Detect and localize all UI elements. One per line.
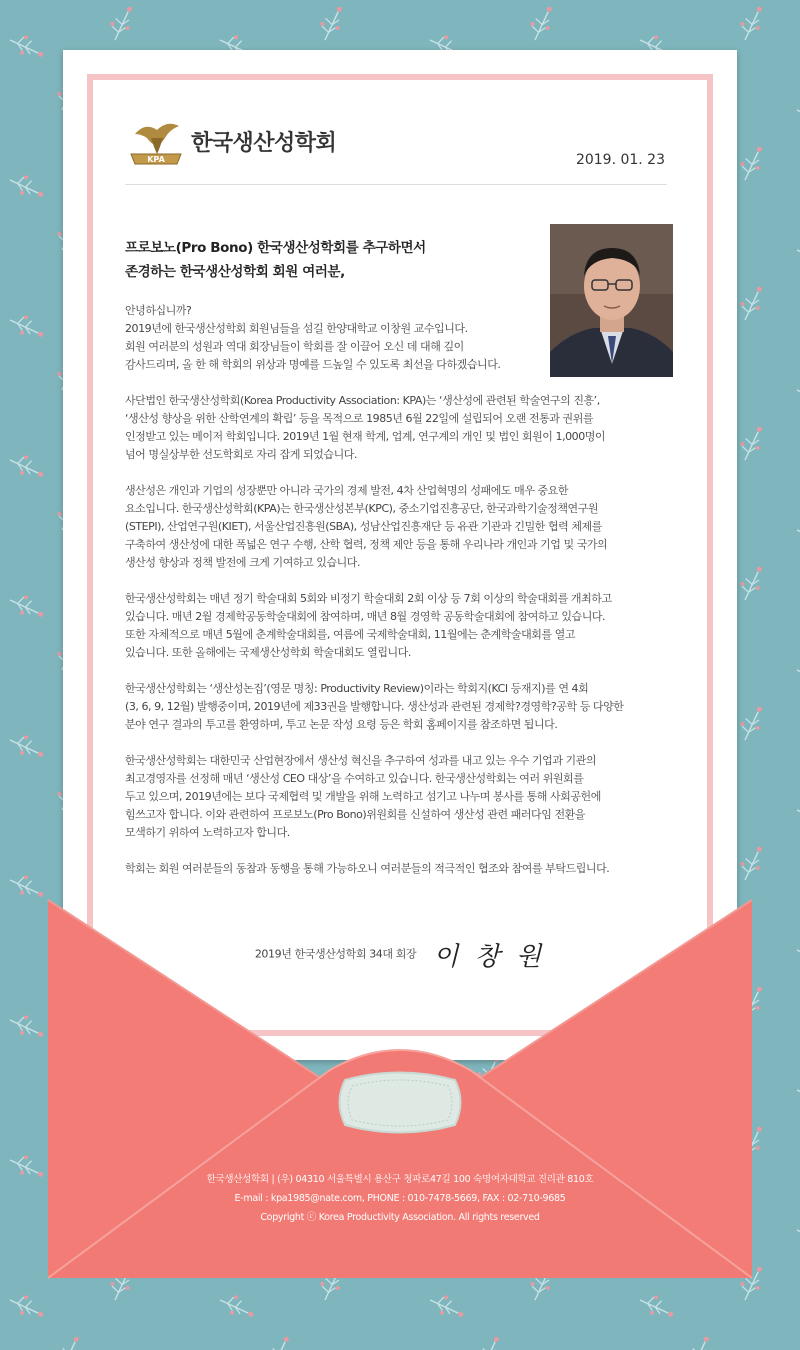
paragraph-line: 인정받고 있는 메이저 학회입니다. 2019년 1월 현재 학계, 업계, 연구계의 개인 및 법인 회원이 1,000명이: [125, 430, 606, 443]
paragraph-line: 안녕하십니까?: [125, 304, 192, 317]
paragraph-line: 사단법인 한국생산성학회(Korea Productivity Association: KPA)는 ‘생산성에 관련된 학술연구의 진흥’,: [125, 394, 600, 407]
eagle-emblem-icon: [127, 120, 185, 168]
paragraph-line: 있습니다. 매년 2월 경제학공동학술대회에 참여하며, 매년 8월 경영학 공동학술대회에 참여하고 있습니다.: [125, 610, 606, 623]
footer-copyright: Copyright ⓒ Korea Productivity Association. All rights reserved: [260, 1212, 540, 1223]
paragraph-line: 또한 자체적으로 매년 5월에 춘계학술대회를, 여름에 국제학술대회, 11월에는 춘계학술대회를 열고: [125, 628, 576, 641]
paragraph-line: 힘쓰고자 합니다. 이와 관련하여 프로보노(Pro Bono)위원회를 신설하여 생산성 관련 패러다임 전환을: [125, 808, 585, 821]
heading-line-1: 프로보노(Pro Bono) 한국생산성학회를 추구하면서: [125, 240, 426, 256]
letter-body: [125, 302, 685, 896]
paragraph-line: 생산성 향상과 정책 발전에 크게 기여하고 있습니다.: [125, 556, 361, 569]
org-name: 한국생산성학회: [191, 131, 337, 156]
paragraph-line: 최고경영자를 선정해 매년 ‘생산성 CEO 대상’을 수여하고 있습니다. 한국생산성학회는 여러 위원회를: [125, 772, 584, 785]
paragraph-line: 넘어 명실상부한 선도학회로 자리 잡게 되었습니다.: [125, 448, 357, 461]
footer-address: 한국생산성학회 | (우) 04310 서울특별시 용산구 청파로47길 100 숙명여자대학교 진리관 810호: [206, 1174, 594, 1185]
envelope: [0, 880, 800, 1350]
paragraph: [125, 392, 685, 464]
paragraph: [125, 860, 685, 878]
paragraph-line: 구축하여 생산성에 대한 폭넓은 연구 수행, 산학 협력, 정책 제안 등을 통해 우리나라 개인과 기업 및 국가의: [125, 538, 608, 551]
paragraph-line: 회원 여러분의 성원과 역대 회장님들이 학회를 잘 이끌어 오신 데 대해 깊이: [125, 340, 464, 353]
paragraph-line: ‘생산성 향상을 위한 산학연계의 확립’ 등을 목적으로 1985년 6월 22일에 설립되어 오랜 전통과 권위를: [125, 412, 594, 425]
paragraph-line: 한국생산성학회는 매년 정기 학술대회 5회와 비정기 학술대회 2회 이상 등 7회 이상의 학술대회를 개최하고: [125, 592, 612, 605]
paragraph-line: 모색하기 위하여 노력하고자 합니다.: [125, 826, 290, 839]
paragraph: [125, 590, 685, 662]
wax-seal: [340, 1073, 461, 1133]
heading-line-2: 존경하는 한국생산성학회 회원 여러분,: [125, 264, 345, 280]
paragraph: [125, 680, 685, 734]
paragraph-line: 한국생산성학회는 ‘생산성논집’(영문 명칭: Productivity Review)이라는 학회지(KCI 등재지)를 연 4회: [125, 682, 589, 695]
paragraph: [125, 302, 685, 374]
letter-date: 2019. 01. 23: [575, 152, 665, 168]
logo-text: KPA: [147, 155, 165, 164]
paragraph-line: 한국생산성학회는 대한민국 산업현장에서 생산성 혁신을 추구하여 성과를 내고 있는 우수 기업과 기관의: [125, 754, 597, 767]
signature-title: 2019년 한국생산성학회 34대 회장: [254, 947, 417, 961]
signature-name: 이 창 원: [433, 942, 546, 972]
paragraph-line: 분야 연구 결과의 투고를 환영하며, 투고 논문 작성 요령 등은 학회 홈페이지를 참조하면 됩니다.: [125, 718, 558, 731]
letter-heading: [125, 236, 426, 284]
paragraph-line: 감사드리며, 올 한 해 학회의 위상과 명예를 드높일 수 있도록 최선을 다하겠습니다.: [125, 358, 501, 371]
paragraph-line: 학회는 회원 여러분들의 동참과 동행을 통해 가능하오니 여러분들의 적극적인 협조와 참여를 부탁드립니다.: [125, 862, 610, 875]
footer: [0, 1170, 800, 1227]
paragraph-line: (STEPI), 산업연구원(KIET), 서울산업진흥원(SBA), 성남산업진흥재단 등 유관 기관과 긴밀한 협력 체제를: [125, 520, 602, 533]
footer-contact: E-mail : kpa1985@nate.com, PHONE : 010-7478-5669, FAX : 02-710-9685: [234, 1193, 566, 1204]
paragraph-line: (3, 6, 9, 12월) 발행중이며, 2019년에 제33권을 발행합니다. 생산성과 관련된 경제학?경영학?공학 등 다양한: [125, 700, 624, 713]
paragraph-line: 2019년에 한국생산성학회 회원님들을 섬길 한양대학교 이창원 교수입니다.: [125, 322, 468, 335]
letter-header: [125, 120, 667, 185]
paragraph-line: 생산성은 개인과 기업의 성장뿐만 아니라 국가의 경제 발전, 4차 산업혁명의 성패에도 매우 중요한: [125, 484, 569, 497]
paragraph-line: 두고 있으며, 2019년에는 보다 국제협력 및 개발을 위해 노력하고 섬기고 나누며 봉사를 통해 사회공헌에: [125, 790, 601, 803]
paragraph-line: 요소입니다. 한국생산성학회(KPA)는 한국생산성본부(KPC), 중소기업진흥공단, 한국과학기술정책연구원: [125, 502, 599, 515]
paragraph-line: 있습니다. 또한 올해에는 국제생산성학회 학술대회도 열립니다.: [125, 646, 411, 659]
paragraph: [125, 482, 685, 572]
paragraph: [125, 752, 685, 842]
